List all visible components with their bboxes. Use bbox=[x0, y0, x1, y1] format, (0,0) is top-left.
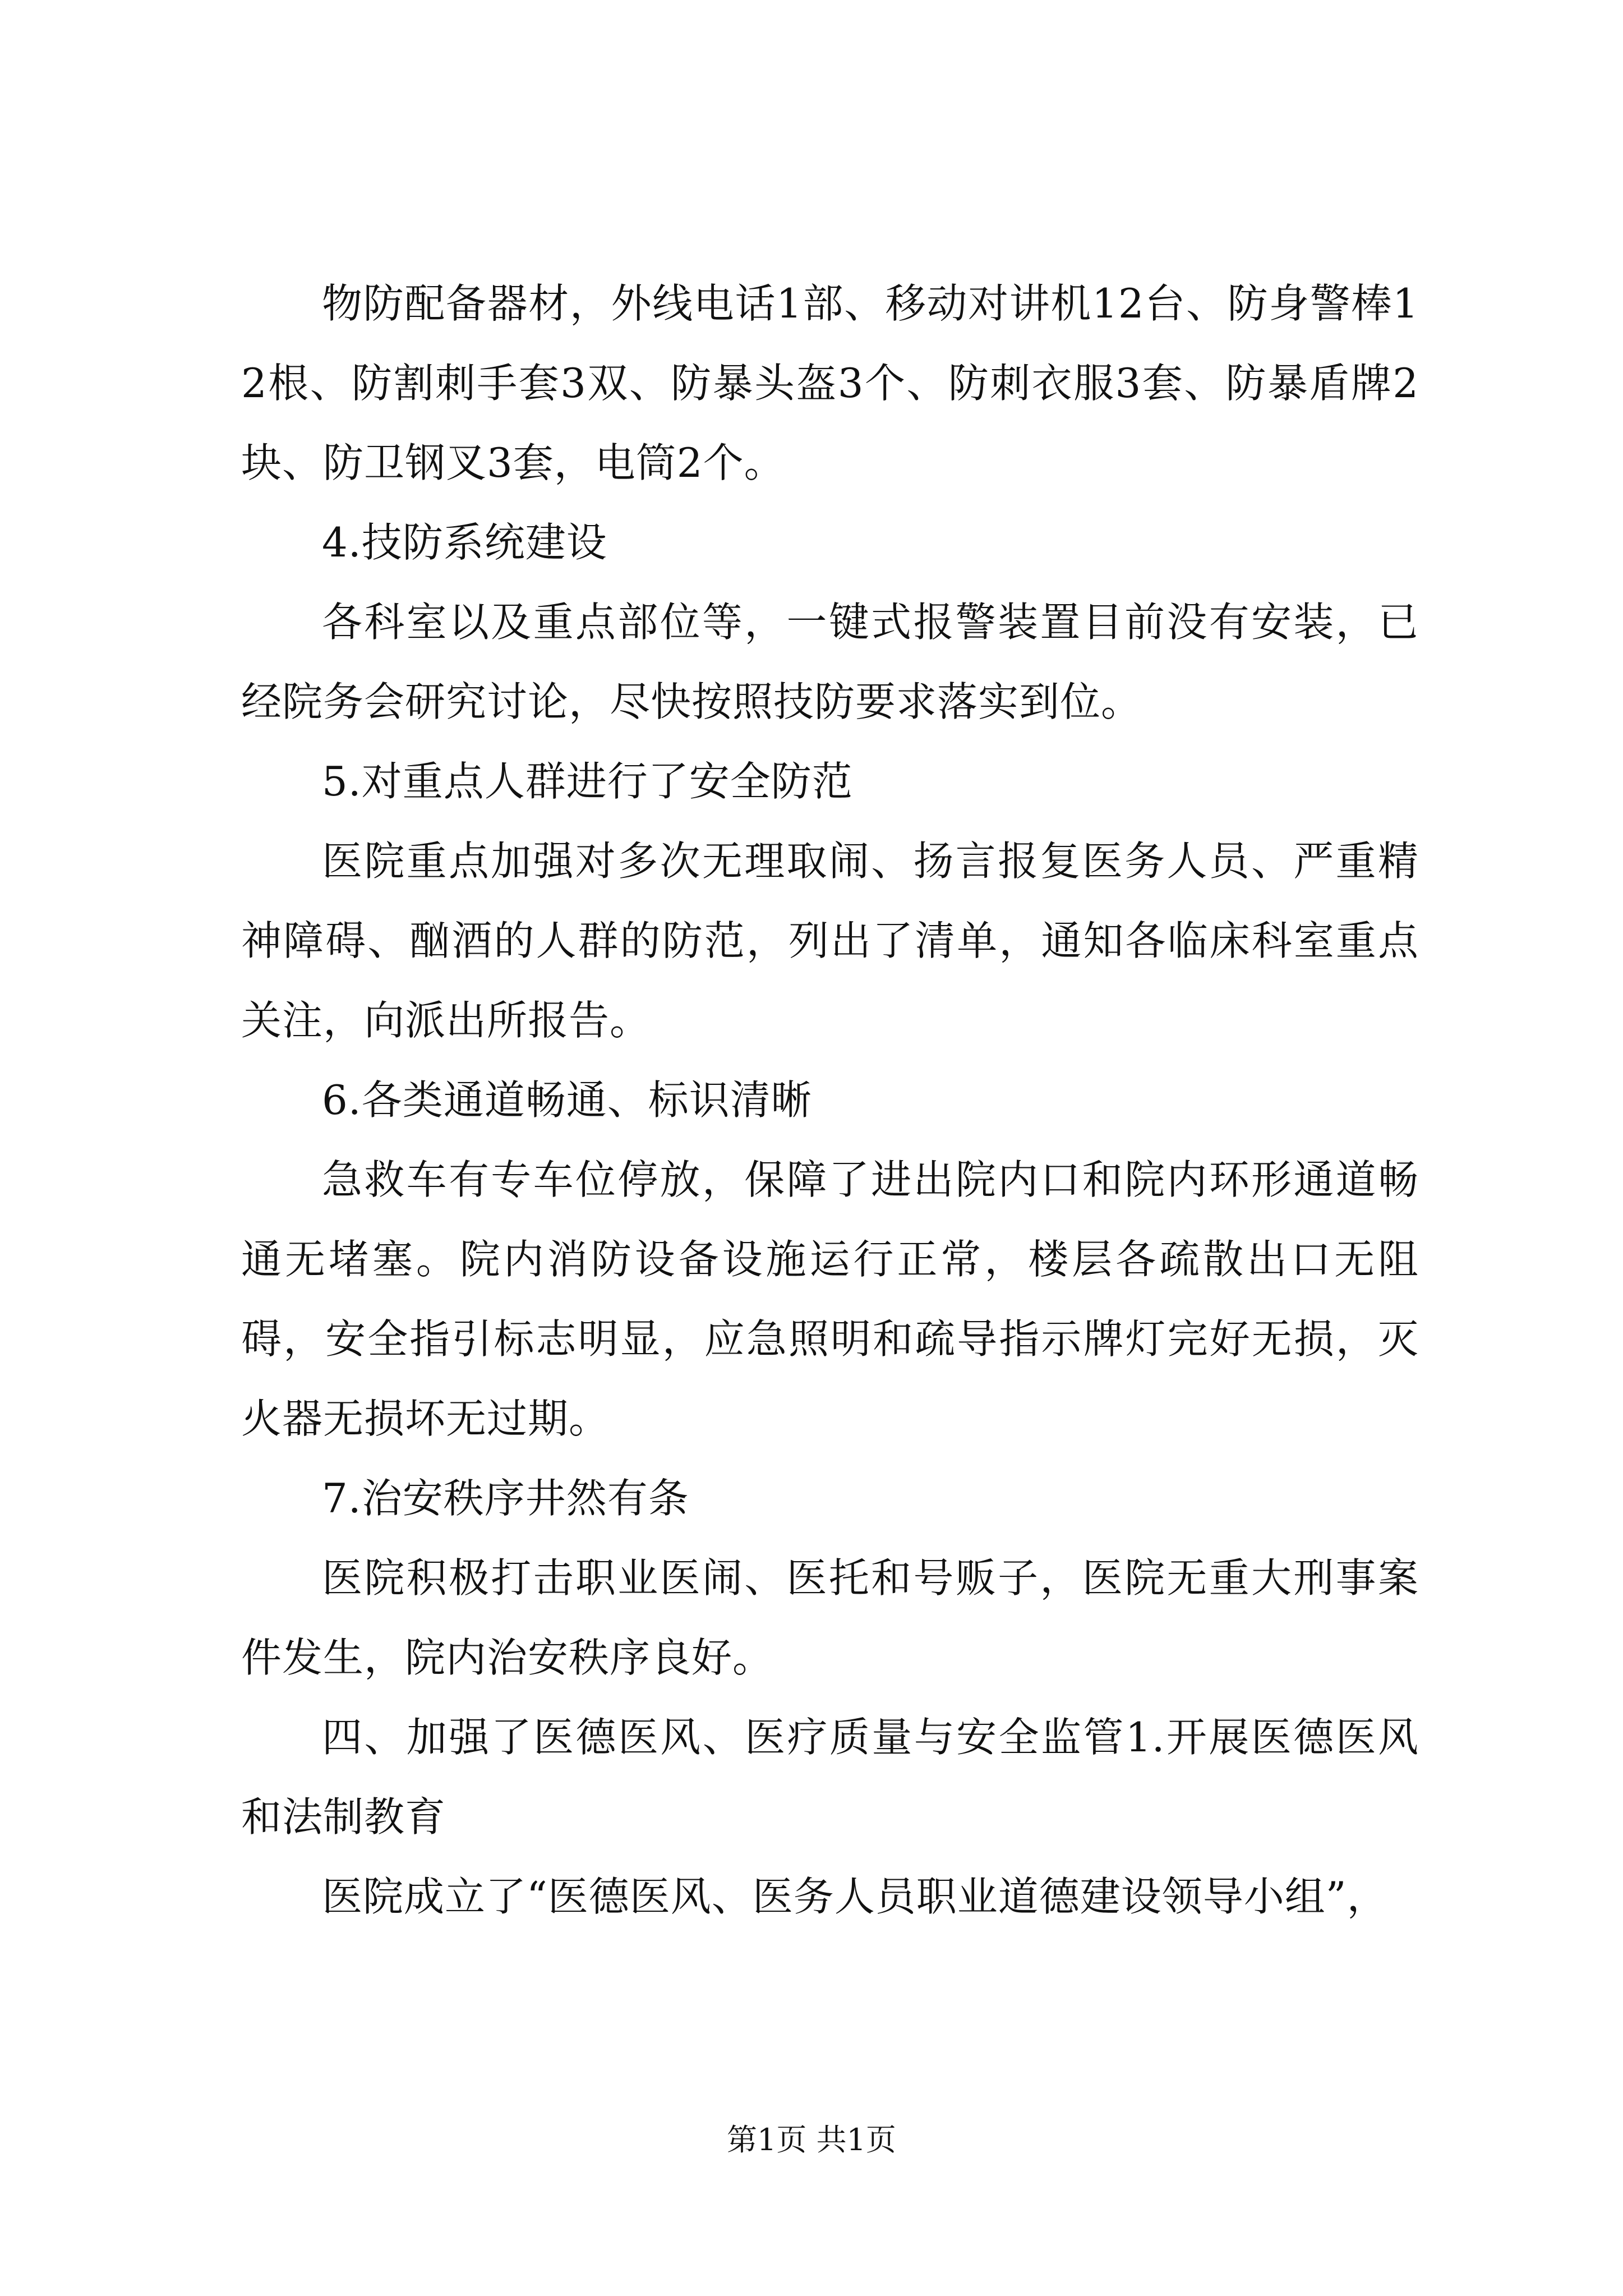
paragraph-passages: 急救车有专车位停放，保障了进出院内口和院内环形通道畅通无堵塞。院内消防设备设施运行正常，楼层各疏散出口无阻碍，安全指引标志明显，应急照明和疏导指示牌灯完好无损，灭火器无损坏无过期。 bbox=[241, 1156, 1419, 1442]
heading-medical-ethics: 四、加强了医德医风、医疗质量与安全监管1.开展医德医风和法制教育 bbox=[241, 1714, 1419, 1841]
paragraph-equipment: 物防配备器材，外线电话1部、移动对讲机12台、防身警棒12根、防割刺手套3双、防暴头盔3个、防刺衣服3套、防暴盾牌2块、防卫钢叉3套，电筒2个。 bbox=[241, 280, 1419, 486]
document-body bbox=[241, 264, 1419, 1936]
paragraph-key-groups: 医院重点加强对多次无理取闹、扬言报复医务人员、严重精神障碍、酗酒的人群的防范，列出了清单，通知各临床科室重点关注，向派出所报告。 bbox=[241, 838, 1419, 1044]
heading-key-groups: 5.对重点人群进行了安全防范 bbox=[322, 758, 853, 805]
heading-passages: 6.各类通道畅通、标识清晰 bbox=[322, 1076, 812, 1124]
page-footer: 第1页 共1页 bbox=[727, 2122, 896, 2157]
paragraph-ethics-group: 医院成立了“医德医风、医务人员职业道德建设领导小组”， bbox=[322, 1873, 1388, 1920]
paragraph-alarm: 各科室以及重点部位等，一键式报警装置目前没有安装，已经院务会研究讨论，尽快按照技防要求落实到位。 bbox=[241, 599, 1419, 725]
heading-public-order: 7.治安秩序井然有条 bbox=[322, 1475, 689, 1522]
paragraph-public-order: 医院积极打击职业医闹、医托和号贩子，医院无重大刑事案件发生，院内治安秩序良好。 bbox=[241, 1554, 1419, 1681]
heading-tech-defense: 4.技防系统建设 bbox=[322, 519, 607, 566]
